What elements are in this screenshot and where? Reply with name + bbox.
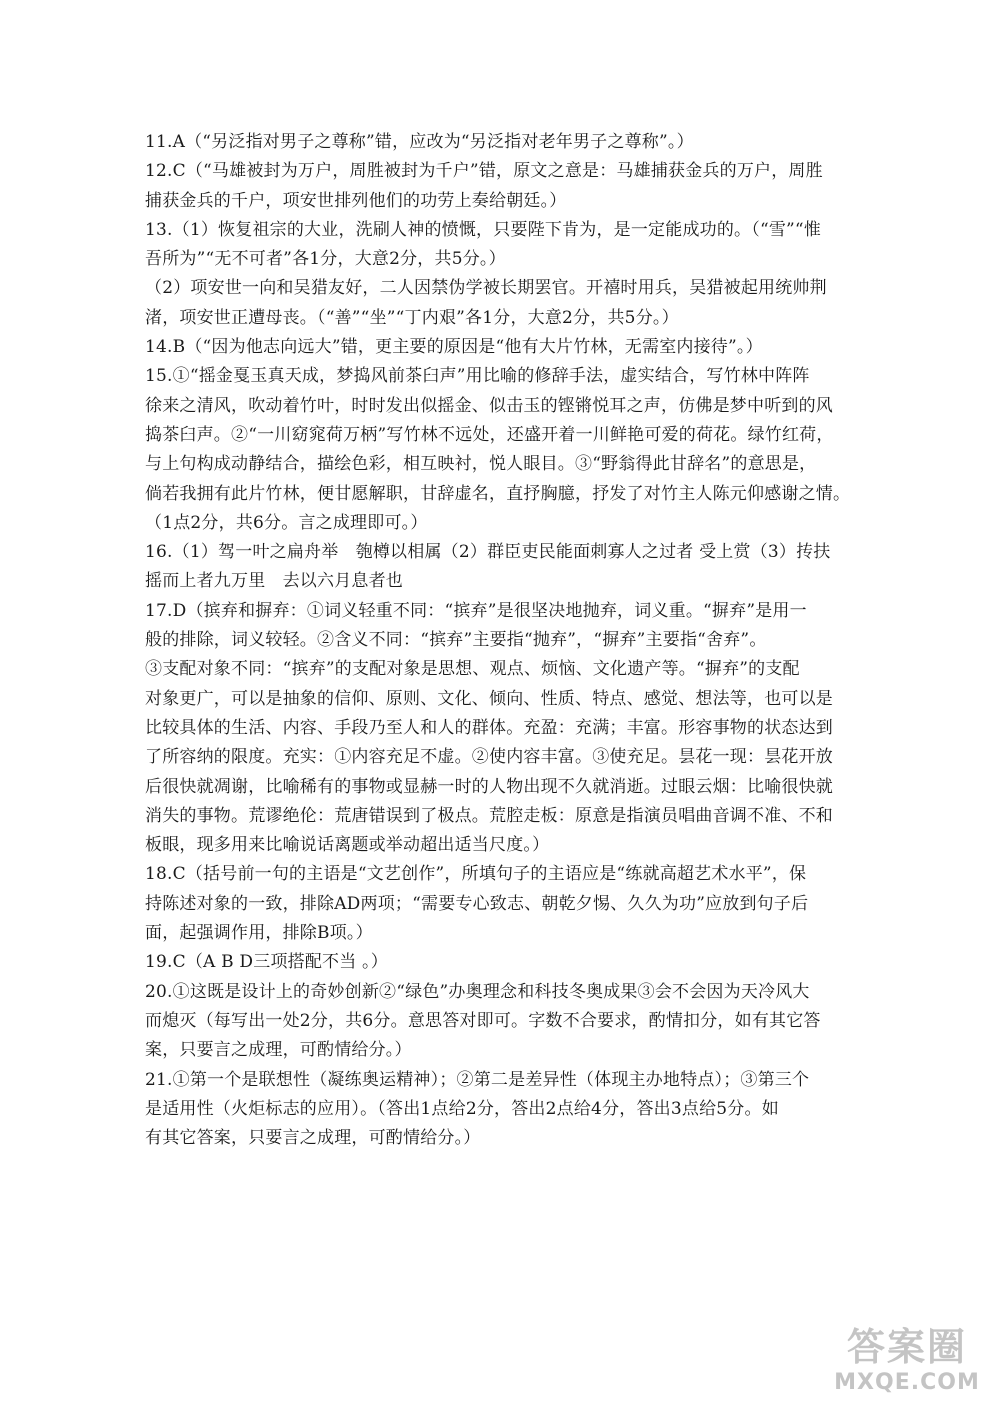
text-line: （2）项安世一向和吴猎友好，二人因禁伪学被长期罢官。开禧时用兵，吴猎被起用统帅荆 bbox=[145, 278, 827, 299]
text-line: 17.D（摈弃和摒弃：①词义轻重不同：“摈弃”是很坚决地抛弃，词义重。“摒弃”是用一 bbox=[145, 600, 807, 621]
text-line: 渚，项安世正遭母丧。（“善”“坐”“丁内艰”各1分，大意2分，共5分。） bbox=[145, 307, 679, 328]
text-line: 倘若我拥有此片竹林，便甘愿解职，甘辞虚名，直抒胸臆，抒发了对竹主人陈元仰感谢之情。 bbox=[145, 483, 851, 504]
text-line: 15.①“摇金戛玉真天成，梦捣风前茶臼声”用比喻的修辞手法，虚实结合，写竹林中阵阵 bbox=[145, 366, 810, 387]
text-line: 吾所为”“无不可者”各1分，大意2分，共5分。） bbox=[145, 249, 506, 270]
text-line: 捣茶臼声。②“一川窈窕荷万柄”写竹林不远处，还盛开着一川鲜艳可爱的荷花。绿竹红荷， bbox=[145, 424, 834, 445]
logo-domain-text: MXQE.COM bbox=[834, 1370, 980, 1395]
text-line: 般的排除，词义较轻。②含义不同：“摈弃”主要指“抛弃”，“摒弃”主要指“舍弃”。 bbox=[145, 630, 767, 651]
text-line: 18.C（括号前一句的主语是“文艺创作”，所填句子的主语应是“练就高超艺术水平”，保 bbox=[145, 864, 807, 885]
text-line: 20.①这既是设计上的奇妙创新②“绿色”办奥理念和科技冬奥成果③会不会因为天冷风大 bbox=[145, 981, 810, 1002]
text-line: 案，只要言之成理，可酌情给分。） bbox=[145, 1040, 412, 1061]
text-line: （1点2分，共6分。言之成理即可。） bbox=[145, 512, 428, 533]
text-line: 21.①第一个是联想性（凝练奥运精神）；②第二是差异性（体现主办地特点）；③第三个 bbox=[145, 1069, 810, 1090]
text-line: 徐来之清风，吹动着竹叶，时时发出似摇金、似击玉的铿锵悦耳之声，仿佛是梦中听到的风 bbox=[145, 395, 833, 416]
text-line: 14.B（“因为他志向远大”错，更主要的原因是“他有大片竹林，无需室内接待”。） bbox=[145, 337, 763, 358]
text-line: 板眼，现多用来比喻说话离题或举动超出适当尺度。） bbox=[145, 835, 550, 856]
text-line: 与上句构成动静结合，描绘色彩，相互映衬，悦人眼目。③“野翁得此甘辞名”的意思是， bbox=[145, 454, 817, 475]
text-line: 有其它答案，只要言之成理，可酌情给分。） bbox=[145, 1128, 481, 1149]
answer-text-block bbox=[145, 128, 851, 1153]
text-line: 了所容纳的限度。充实：①内容充足不虚。②使内容丰富。③使充足。昙花一现：昙花开放 bbox=[145, 747, 833, 768]
text-line: 比较具体的生活、内容、手段乃至人和人的群体。充盈：充满；丰富。形容事物的状态达到 bbox=[145, 717, 833, 738]
text-line: 后很快就凋谢，比喻稀有的事物或显赫一时的人物出现不久就消逝。过眼云烟：比喻很快就 bbox=[145, 776, 833, 797]
text-line: 对象更广，可以是抽象的信仰、原则、文化、倾向、性质、特点、感觉、想法等，也可以是 bbox=[145, 688, 833, 709]
text-line: 捕获金兵的千户，项安世排列他们的功劳上奏给朝廷。） bbox=[145, 190, 567, 211]
text-line: ③支配对象不同：“摈弃”的支配对象是思想、观点、烦恼、文化遗产等。“摒弃”的支配 bbox=[145, 659, 800, 680]
site-logo bbox=[832, 1324, 982, 1404]
logo-main-text: 答案圈 bbox=[846, 1325, 967, 1369]
text-line: 消失的事物。荒谬绝伦：荒唐错误到了极点。荒腔走板：原意是指演员唱曲音调不准、不和 bbox=[145, 805, 833, 826]
text-line: 12.C（“马雄被封为万户，周胜被封为千户”错，原文之意是：马雄捕获金兵的万户，周胜 bbox=[145, 161, 823, 182]
text-line: 是适用性（火炬标志的应用）。（答出1点给2分，答出2点给4分，答出3点给5分。如 bbox=[145, 1098, 779, 1119]
text-line: 摇而上者九万里 去以六月息者也 bbox=[145, 571, 403, 592]
text-line: 面，起强调作用，排除B项。） bbox=[145, 923, 373, 944]
text-line: 16.（1）驾一叶之扁舟举 匏樽以相属（2）群臣吏民能面刺寡人之过者 受上赏（3）抟扶 bbox=[145, 542, 831, 563]
text-line: 13.（1）恢复祖宗的大业，洗刷人神的愤慨，只要陛下肯为，是一定能成功的。（“雪”“惟 bbox=[145, 219, 822, 240]
text-line: 而熄灭（每写出一处2分，共6分。意思答对即可。字数不合要求，酌情扣分，如有其它答 bbox=[145, 1010, 821, 1031]
text-line: 19.C（A B D三项搭配不当 。） bbox=[145, 952, 388, 973]
text-line: 11.A（“另泛指对男子之尊称”错，应改为“另泛指对老年男子之尊称”。） bbox=[145, 132, 694, 152]
text-line: 持陈述对象的一致，排除AD两项；“需要专心致志、朝乾夕惕、久久为功”应放到句子后 bbox=[145, 893, 809, 914]
